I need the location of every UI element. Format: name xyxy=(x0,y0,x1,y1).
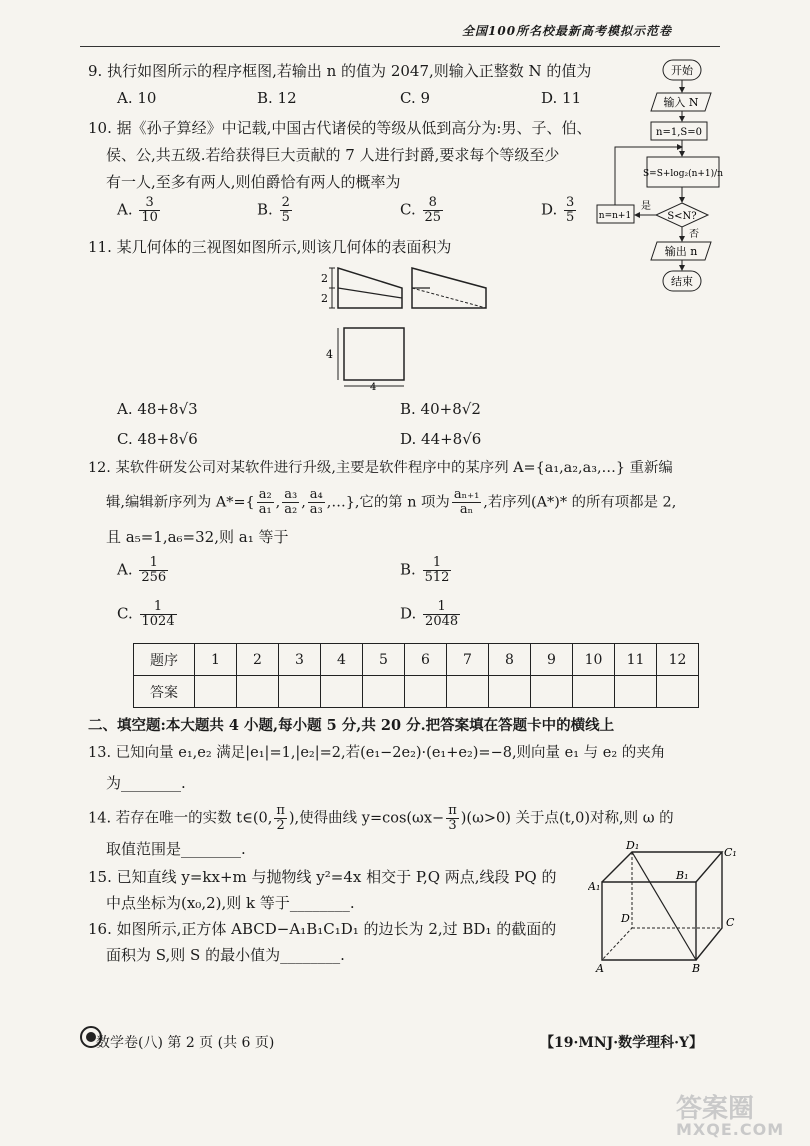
footer-page-info: 数学卷(八) 第 2 页 (共 6 页) xyxy=(96,1035,275,1051)
q14-line2: 取值范围是________. xyxy=(106,840,246,858)
question-number: 12 xyxy=(657,644,699,676)
answer-cell[interactable] xyxy=(447,676,489,708)
flow-end-text: 结束 xyxy=(671,275,693,288)
q10-option-d: D. $\frac{3}{5}$ xyxy=(541,195,575,225)
q12-option-d: D. $\frac{1}{2048}$ xyxy=(400,599,459,629)
flow-assign-text: S=S+log₂(n+1)/n xyxy=(643,169,723,179)
answer-cell[interactable] xyxy=(657,676,699,708)
q11-option-c: C. 48+8√6 xyxy=(117,430,198,448)
cube-diagram xyxy=(588,838,738,973)
q16-line1: 16. 如图所示,正方体 ABCD−A₁B₁C₁D₁ 的边长为 2,过 BD₁ 的截面的 xyxy=(88,920,557,938)
q12-line1: 12. 某软件研发公司对某软件进行升级,主要是软件程序中的某序列 A={a₁,a₂,a₃,…} 重新编 xyxy=(88,460,673,476)
q10-line1: 10. 据《孙子算经》中记载,中国古代诸侯的等级从低到高分为:男、子、伯、 xyxy=(88,119,592,137)
question-number: 6 xyxy=(405,644,447,676)
watermark-url: MXQE.COM xyxy=(676,1120,785,1139)
flow-start-text: 开始 xyxy=(671,64,693,77)
question-number: 2 xyxy=(237,644,279,676)
question-number-label: 题序 xyxy=(134,644,195,676)
question-number: 5 xyxy=(363,644,405,676)
q11-option-b: B. 40+8√2 xyxy=(400,400,481,418)
flow-output-text: 输出 n xyxy=(664,245,698,258)
q9-option-a: A. 10 xyxy=(117,89,157,107)
answer-cell[interactable] xyxy=(405,676,447,708)
program-flowchart xyxy=(595,55,735,300)
footer-code: 【19·MNJ·数学理科·Y】 xyxy=(540,1035,704,1051)
vertex-d: D xyxy=(621,912,630,925)
question-number: 8 xyxy=(489,644,531,676)
question-number: 11 xyxy=(615,644,657,676)
flow-no-label: 否 xyxy=(689,229,699,240)
vertex-a: A xyxy=(596,962,604,973)
answer-cell[interactable] xyxy=(321,676,363,708)
question-number: 7 xyxy=(447,644,489,676)
q11-option-a: A. 48+8√3 xyxy=(117,400,198,418)
vertex-b1: B₁ xyxy=(676,869,689,882)
dim-bottom-height: 2 xyxy=(321,292,328,305)
q12-line3: 且 a₅=1,a₆=32,则 a₁ 等于 xyxy=(106,528,289,546)
q9-option-d: D. 11 xyxy=(541,89,582,107)
q10-line2: 侯、公,共五级.若给获得巨大贡献的 7 人进行封爵,要求每个等级至少 xyxy=(106,146,560,164)
question-number: 3 xyxy=(279,644,321,676)
q16-line2: 面积为 S,则 S 的最小值为________. xyxy=(106,946,345,964)
flow-input-text: 输入 N xyxy=(663,96,699,109)
answer-cell[interactable] xyxy=(195,676,237,708)
front-view xyxy=(338,268,402,308)
answer-cell[interactable] xyxy=(615,676,657,708)
vertex-c: C xyxy=(726,916,735,929)
q12-option-a: A. $\frac{1}{256}$ xyxy=(117,555,167,585)
q9-option-b: B. 12 xyxy=(257,89,297,107)
q10-option-a: A. $\frac{3}{10}$ xyxy=(117,195,158,225)
q13-line1: 13. 已知向量 e₁,e₂ 满足|e₁|=1,|e₂|=2,若(e₁−2e₂)·(e₁+e₂)=−8,则向量 e₁ 与 e₂ 的夹角 xyxy=(88,745,666,761)
q11-option-d: D. 44+8√6 xyxy=(400,430,482,448)
dim-bottom: 4 xyxy=(370,382,377,392)
section2-title: 二、填空题:本大题共 4 小题,每小题 5 分,共 20 分.把答案填在答题卡中的横线上 xyxy=(88,717,615,734)
answer-cell[interactable] xyxy=(279,676,321,708)
exam-series-title: 全国100所名校最新高考模拟示范卷 xyxy=(462,24,673,38)
three-view-diagram xyxy=(318,262,498,392)
dim-side: 4 xyxy=(326,348,333,361)
q12-option-c: C. $\frac{1}{1024}$ xyxy=(117,599,175,629)
flow-increment-text: n=n+1 xyxy=(598,211,632,221)
q14-line1: 14. 若存在唯一的实数 t∈(0, $\frac{\pi}{2}$ ),使得曲线 y=cos(ωx− $\frac{\pi}{3}$ )(ω>0) 关于点(t,0)对称,则 ω 的 xyxy=(88,803,674,833)
answer-cell[interactable] xyxy=(363,676,405,708)
flow-yes-label: 是 xyxy=(641,201,651,212)
vertex-c1: C₁ xyxy=(724,846,737,859)
dim-top-height: 2 xyxy=(321,272,328,285)
answer-cell[interactable] xyxy=(489,676,531,708)
q10-option-c: C. $\frac{8}{25}$ xyxy=(400,195,442,225)
answer-table xyxy=(133,643,699,708)
q15-line1: 15. 已知直线 y=kx+m 与抛物线 y²=4x 相交于 P,Q 两点,线段 PQ 的 xyxy=(88,868,557,886)
vertex-a1: A₁ xyxy=(588,880,601,893)
q12-option-b: B. $\frac{1}{512}$ xyxy=(400,555,450,585)
q11-stem: 11. 某几何体的三视图如图所示,则该几何体的表面积为 xyxy=(88,238,452,256)
top-view xyxy=(344,328,404,380)
answer-table-answer-row xyxy=(134,676,699,708)
question-number: 1 xyxy=(195,644,237,676)
q9-stem: 9. 执行如图所示的程序框图,若输出 n 的值为 2047,则输入正整数 N 的值为 xyxy=(88,62,592,80)
answer-label: 答案 xyxy=(134,676,195,708)
vertex-b: B xyxy=(692,962,701,973)
q10-option-b: B. $\frac{2}{5}$ xyxy=(257,195,290,225)
question-number: 9 xyxy=(531,644,573,676)
q9-option-c: C. 9 xyxy=(400,89,431,107)
answer-cell[interactable] xyxy=(573,676,615,708)
q13-line2: 为________. xyxy=(106,774,186,792)
question-number: 4 xyxy=(321,644,363,676)
watermark-logo: 答案圈 xyxy=(676,1094,755,1124)
vertex-d1: D₁ xyxy=(626,839,640,852)
q12-line2: 辑,编辑新序列为 A*={ $\frac{\text{a₂}}{\text{a₁}}$ , $\frac{\text{a₃}}{\text{a₂}}$ , $\frac{\text{a₄}}{\text{a₃}}$ ,…},它的第 n 项为 $\frac{\text{aₙ₊₁}}{\text{aₙ}}$ ,若序列(A*)* 的所有项都是 2, xyxy=(106,487,677,517)
header-rule xyxy=(80,46,720,47)
question-number: 10 xyxy=(573,644,615,676)
flow-decision-text: S<N? xyxy=(667,211,697,222)
q15-line2: 中点坐标为(x₀,2),则 k 等于________. xyxy=(106,894,355,912)
flow-init-text: n=1,S=0 xyxy=(656,127,702,138)
answer-table-header-row xyxy=(134,644,699,676)
answer-cell[interactable] xyxy=(531,676,573,708)
q10-line3: 有一人,至多有两人,则伯爵恰有两人的概率为 xyxy=(106,173,401,191)
answer-cell[interactable] xyxy=(237,676,279,708)
